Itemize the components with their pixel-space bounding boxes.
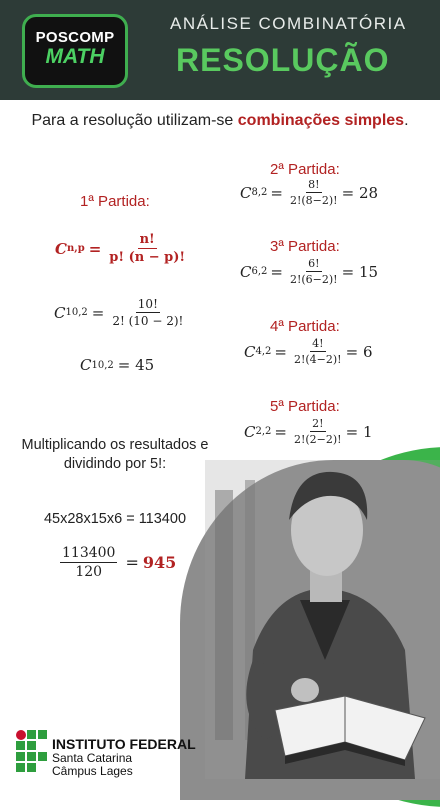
logo-line2: MATH [45,45,105,68]
c10-result-sub: 10,2 [91,359,114,371]
c10-fraction [112,297,183,328]
match5-label: 5ª Partida: [270,398,340,415]
match5-result: = 1 [345,422,373,441]
match4-result: = 6 [345,342,373,361]
header-subtitle: ANÁLISE COMBINATÓRIA [170,14,407,33]
final-equation: $\frac{113400}{120}$ = 945 [62,545,177,580]
intro-end: . [404,112,409,129]
c10-sub: 10,2 [65,307,88,318]
match5-sub: 2,2 [255,426,272,437]
match2-den: 2!(8−2)! [289,194,338,207]
instituto-federal-logo-icon [16,730,48,774]
match5-fraction [294,417,342,446]
c10-result-line [80,356,154,374]
match5-num: 2! [312,417,324,430]
match2-sub: 8,2 [251,187,268,198]
formula-num: n! [139,232,155,247]
match3-sub: 6,2 [251,266,268,277]
product-line: 45x28x15x6 = 113400 [43,511,187,527]
formula-fraction [109,232,185,265]
intro-main: Para a resolução utilizam-se [31,112,234,129]
c10-equation: C 10,2 = $\frac{10!}{2! (10 - 2)!}$ [54,297,184,328]
match2-label: 2ª Partida: [270,161,340,178]
c10-result-c: C [80,356,92,374]
match4-sub: 4,2 [255,346,272,357]
header-banner [0,0,440,100]
match3-equation: C 6,2 = $\frac{6!}{2!(6-2)!}$ = 15 [240,257,379,286]
match3-result: = 15 [341,262,379,281]
logo-line1: POSCOMP [35,29,115,46]
institution-title: INSTITUTO FEDERAL [52,736,196,752]
c10-den: 2! (10 − 2)! [112,314,184,328]
poscomp-math-logo [22,14,128,88]
institution-name [52,736,196,778]
c10-num: 10! [137,297,158,311]
match3-fraction [290,257,338,286]
c10-c: C [54,303,66,322]
match5-equation: C 2,2 = $\frac{2!}{2!(2-2)!}$ = 1 [244,417,373,446]
intro-highlight: combinações simples [237,112,405,129]
match2-fraction [290,178,338,207]
match2-result: = 28 [341,183,379,202]
combination-formula: C n,p = $\frac{n!}{p! (n - p)!}$ [55,232,186,265]
match4-label: 4ª Partida: [270,318,340,335]
institution-campus: Câmpus Lages [52,764,133,778]
c10-result: = 45 [117,356,155,374]
match2-num: 8! [308,178,320,191]
formula-c: C [55,239,67,258]
match3-num: 6! [308,257,320,270]
match2-equation: C 8,2 = $\frac{8!}{2!(8-2)!}$ = 28 [240,178,379,207]
final-num: 113400 [62,545,116,561]
formula-sub: n,p [66,243,85,254]
match4-fraction [294,337,342,366]
match5-den: 2!(2−2)! [293,433,342,446]
student-reading-illustration [205,460,440,779]
match3-den: 2!(6−2)! [289,273,338,286]
match1-label: 1ª Partida: [80,193,150,210]
formula-den: p! (n − p)! [109,250,186,265]
page-title: RESOLUÇÃO [176,42,390,78]
final-den: 120 [75,564,103,580]
match4-num: 4! [312,337,324,350]
multiply-text: Multiplicando os resultados e dividindo por 5!: [21,437,209,472]
match4-den: 2!(4−2)! [293,353,342,366]
intro-text [20,110,420,132]
final-fraction [60,545,117,580]
match4-equation: C 4,2 = $\frac{4!}{2!(4-2)!}$ = 6 [244,337,373,366]
final-result: 945 [142,553,177,572]
match3-label: 3ª Partida: [270,238,340,255]
institution-state: Santa Catarina [52,751,133,765]
